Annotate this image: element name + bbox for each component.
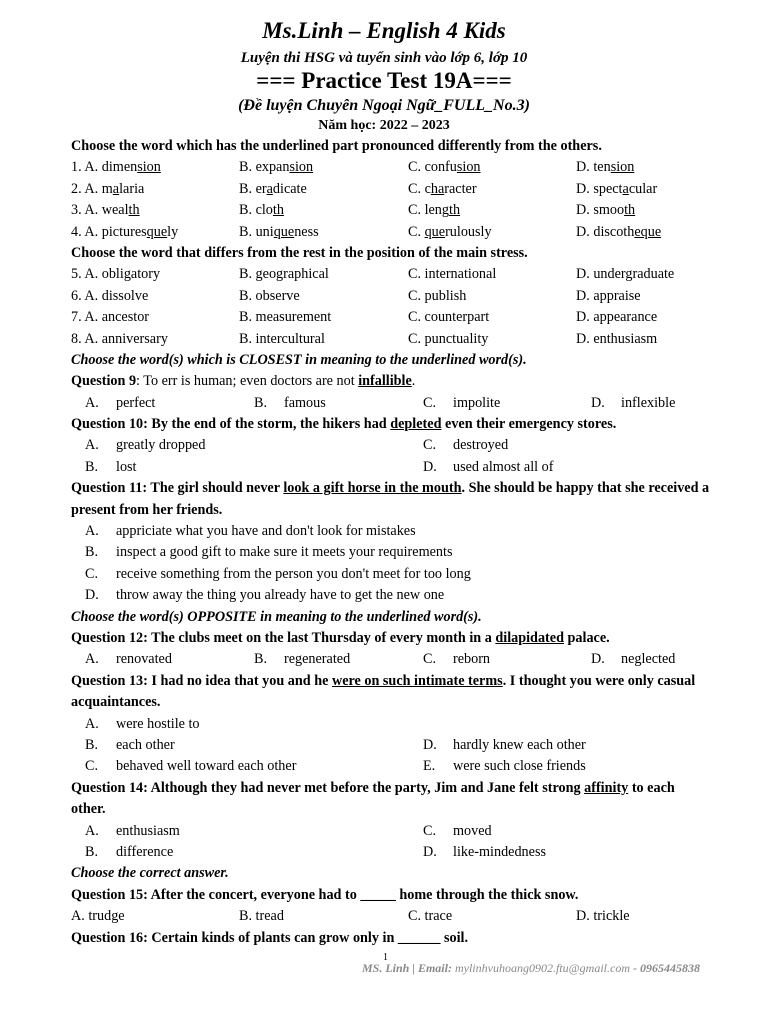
option-b: famous bbox=[284, 394, 326, 411]
page-number: 1 bbox=[383, 952, 388, 963]
question-row bbox=[71, 329, 711, 350]
option-d: D. trickle bbox=[576, 908, 630, 925]
option-d: used almost all of bbox=[453, 458, 554, 475]
section-instruction: Choose the word which has the underlined part pronounced differently from the others. bbox=[71, 138, 602, 154]
option-a: A. were hostile to bbox=[85, 715, 200, 732]
section-instruction: Choose the word(s) which is CLOSEST in meaning to the underlined word(s). bbox=[71, 351, 527, 368]
option-a: 3. A. wealth bbox=[71, 202, 140, 219]
option-d: D. appearance bbox=[576, 309, 658, 326]
question-stem: Question 10: By the end of the storm, the hikers had depleted even their emergency stores. bbox=[71, 416, 617, 433]
option-c: C. trace bbox=[408, 908, 453, 925]
options-row bbox=[71, 906, 711, 927]
option-c: behaved well toward each other bbox=[116, 758, 297, 775]
option-a: 2. A. malaria bbox=[71, 180, 145, 197]
question-row bbox=[71, 200, 711, 221]
question-stem: Question 9: To err is human; even doctors are not infallible. bbox=[71, 373, 416, 390]
option-d: neglected bbox=[621, 651, 676, 668]
option-a: A. trudge bbox=[71, 908, 125, 925]
option-d: D. undergraduate bbox=[576, 266, 675, 283]
option-c: C. international bbox=[408, 266, 497, 283]
option-b: B. intercultural bbox=[239, 330, 325, 347]
options-row: A. greatly dropped C. destroyed bbox=[71, 435, 711, 456]
option-b: B. expansion bbox=[239, 159, 314, 176]
option-a: A. appriciate what you have and don't look for mistakes bbox=[85, 523, 416, 540]
option-b: B. eradicate bbox=[239, 180, 307, 197]
option-e: were such close friends bbox=[453, 758, 586, 775]
section-instruction: Choose the word that differs from the rest in the position of the main stress. bbox=[71, 244, 528, 261]
option-b: B. inspect a good gift to make sure it meets your requirements bbox=[85, 544, 453, 561]
question-stem: Question 15: After the concert, everyone had to _____ home through the thick snow. bbox=[71, 886, 579, 903]
question-stem: Question 14: Although they had never met before the party, Jim and Jane felt strong affinity to each other. bbox=[71, 779, 675, 818]
option-c: destroyed bbox=[453, 437, 509, 454]
question-row bbox=[71, 286, 711, 307]
option-d: hardly knew each other bbox=[453, 737, 586, 753]
option-b: each other bbox=[116, 737, 175, 753]
options-row: A. renovated B. regenerated C. reborn D. neglected bbox=[71, 649, 711, 670]
option-b: lost bbox=[116, 458, 137, 475]
option-d: D. enthusiasm bbox=[576, 330, 658, 347]
option-d: inflexible bbox=[621, 394, 676, 411]
option-c: C. character bbox=[408, 180, 477, 197]
option-d: D. smooth bbox=[576, 202, 636, 219]
doc-title: Ms.Linh – English 4 Kids bbox=[262, 18, 506, 43]
option-a: 1. A. dimension bbox=[71, 159, 161, 176]
option-d: D. throw away the thing you already have to get the new one bbox=[85, 587, 445, 604]
option-a: 5. A. obligatory bbox=[71, 266, 161, 283]
option-b: B. measurement bbox=[239, 309, 332, 326]
questions-body bbox=[71, 136, 711, 949]
test-title: === Practice Test 19A=== bbox=[256, 68, 512, 93]
option-b: B. cloth bbox=[239, 202, 284, 219]
option-b: B. tread bbox=[239, 908, 284, 925]
option-a: 8. A. anniversary bbox=[71, 330, 168, 347]
option-a: 7. A. ancestor bbox=[71, 309, 150, 326]
option-b: B. geographical bbox=[239, 266, 329, 283]
option-c: C. length bbox=[408, 202, 461, 219]
option-b: B. observe bbox=[239, 287, 300, 304]
option-d: D. tension bbox=[576, 159, 635, 176]
option-a: enthusiasm bbox=[116, 822, 180, 839]
option-c: C. publish bbox=[408, 287, 467, 304]
option-a: renovated bbox=[116, 651, 172, 668]
option-a: 6. A. dissolve bbox=[71, 287, 149, 304]
option-d: D. spectacular bbox=[576, 180, 658, 197]
question-row bbox=[71, 157, 711, 178]
doc-subtitle: Luyện thi HSG và tuyển sinh vào lớp 6, lớp 10 bbox=[240, 50, 528, 66]
options-row: B. each other D. hardly knew each other bbox=[71, 735, 711, 756]
option-b: regenerated bbox=[284, 651, 351, 668]
option-b: difference bbox=[116, 843, 174, 860]
option-c: impolite bbox=[453, 394, 501, 411]
option-c: C. punctuality bbox=[408, 330, 489, 347]
page-footer: MS. Linh | Email: mylinhvuhoang0902.ftu@gmail.com - 0965445838 bbox=[361, 961, 700, 975]
option-c: C. querulously bbox=[408, 223, 492, 240]
options-row: A. perfect B. famous C. impolite D. inflexible bbox=[71, 393, 711, 414]
options-row: C. behaved well toward each other E. were such close friends bbox=[71, 756, 711, 777]
option-c: moved bbox=[453, 822, 492, 839]
option-a: perfect bbox=[116, 394, 156, 411]
question-stem: Question 13: I had no idea that you and he were on such intimate terms. I thought you were only casual acquaintances. bbox=[71, 672, 696, 711]
test-note: (Đề luyện Chuyên Ngoại Ngữ_FULL_No.3) bbox=[238, 97, 530, 114]
question-stem: Question 11: The girl should never look a gift horse in the mouth. She should be happy that she received a present from her friends. bbox=[71, 480, 710, 518]
option-c: C. receive something from the person you don't meet for too long bbox=[85, 565, 471, 582]
section-instruction: Choose the correct answer. bbox=[71, 865, 229, 882]
option-d: D. appraise bbox=[576, 287, 641, 304]
question-stem: Question 12: The clubs meet on the last Thursday of every month in a dilapidated palace. bbox=[71, 630, 610, 647]
question-row bbox=[71, 222, 711, 243]
option-d: D. discotheque bbox=[576, 223, 662, 240]
options-row: B. difference D. like-mindedness bbox=[71, 842, 711, 863]
question-row bbox=[71, 307, 711, 328]
question-row bbox=[71, 264, 711, 285]
options-row: A. enthusiasm C. moved bbox=[71, 821, 711, 842]
section-instruction: Choose the word(s) OPPOSITE in meaning to the underlined word(s). bbox=[71, 608, 482, 625]
option-b: B. uniqueness bbox=[239, 223, 319, 240]
option-a: 4. A. picturesquely bbox=[71, 223, 179, 240]
question-row bbox=[71, 179, 711, 200]
options-row: B. lost D. used almost all of bbox=[71, 457, 711, 478]
option-c: C. counterpart bbox=[408, 309, 490, 326]
option-d: like-mindedness bbox=[453, 843, 546, 860]
school-year: Năm học: 2022 – 2023 bbox=[318, 118, 450, 133]
option-a: greatly dropped bbox=[116, 437, 206, 454]
option-c: C. confusion bbox=[408, 159, 481, 176]
option-c: reborn bbox=[453, 651, 491, 668]
question-stem: Question 16: Certain kinds of plants can grow only in ______ soil. bbox=[71, 929, 469, 946]
